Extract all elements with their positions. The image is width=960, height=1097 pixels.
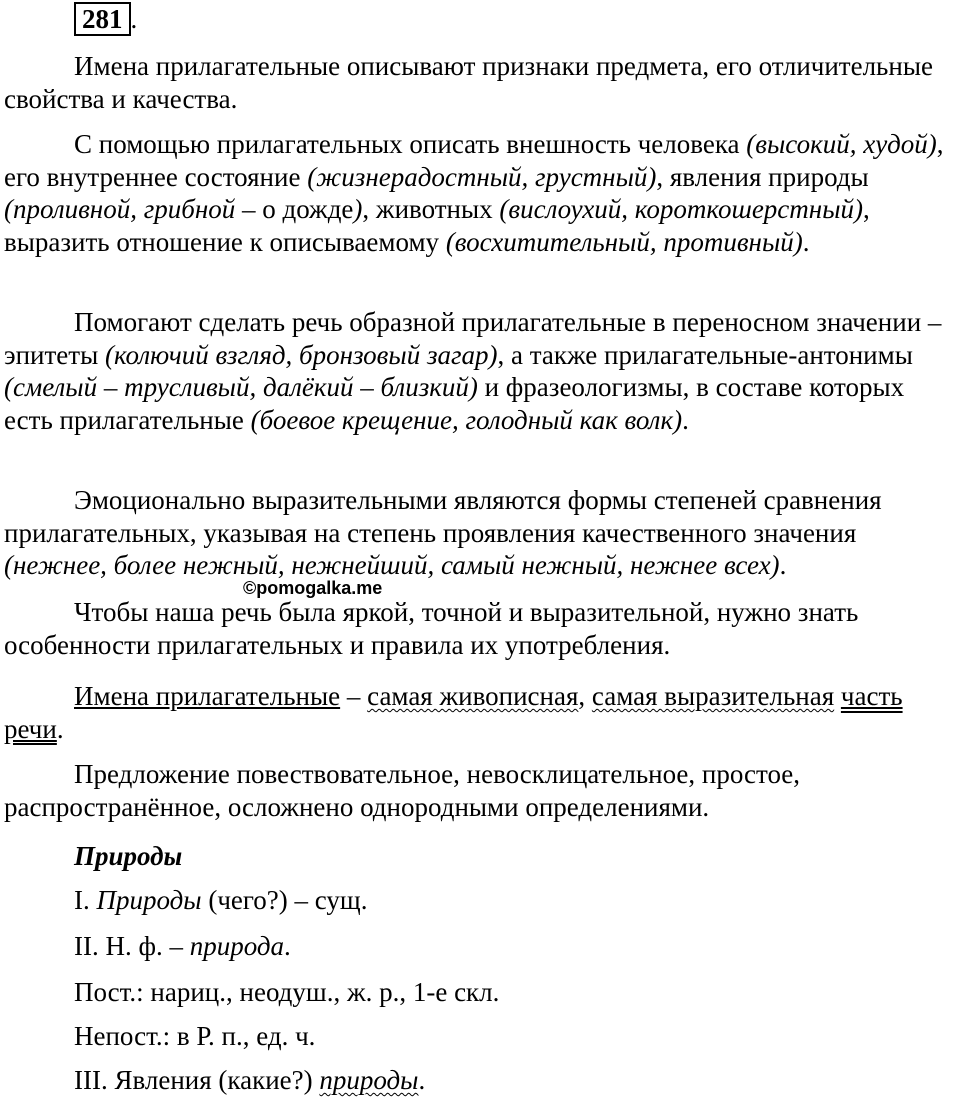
analysis-line-1a: I.	[74, 885, 97, 915]
sentence-subject: Имена прилагательные	[74, 681, 341, 711]
p3-text-1: Помогают сделать речь образной прилагательные в переносном значении – эпитеты	[4, 307, 942, 370]
p4-text-1: Эмоционально выразительными являются формы степеней сравнения прилагательных, указывая на степень проявления качественного значения	[4, 485, 882, 548]
p2-example-3c: )	[353, 194, 363, 224]
p3-text-3: и фразеологизмы, в составе которых есть прилагательные	[4, 372, 905, 435]
p2-example-3a: (проливной, грибной	[4, 194, 236, 224]
watermark: ©pomogalka.me	[243, 578, 383, 598]
sentence-predicate-1: часть	[840, 681, 903, 711]
p2-example-1: (высокий, худой)	[746, 129, 937, 159]
paragraph-4	[4, 484, 956, 582]
analysis-line-2b: природа	[189, 931, 285, 961]
sentence-definition-2: самая выразительная	[591, 681, 835, 711]
analysis-line-4: Непост.: в Р. п., ед. ч.	[74, 1021, 316, 1051]
p4-text-2: .	[779, 550, 787, 580]
analysis-line-1b: Природы	[96, 885, 202, 915]
paragraph-1: Имена прилагательные описывают признаки предмета, его отличительные свойства и качества.	[4, 51, 933, 114]
analysis-line-2	[74, 930, 291, 963]
p3-example-2: (смелый – трусливый, далёкий – близкий)	[4, 372, 478, 402]
analysis-line-5a: III. Явления (какие?)	[74, 1065, 320, 1095]
p2-example-2: (жизнерадостный, грустный)	[307, 161, 657, 192]
p2-text-1: С помощью прилагательных описать внешность человека	[74, 129, 747, 159]
sentence-definition-1: самая живописная	[367, 681, 579, 711]
exercise-number: 281	[74, 2, 131, 36]
paragraph-7: Предложение повествовательное, невосклицательное, простое, распространённое, осложнено однородными определениями.	[4, 759, 801, 822]
sentence-space	[834, 681, 841, 711]
analysis-line-3: Пост.: нариц., неодуш., ж. р., 1-е скл.	[74, 977, 500, 1007]
p2-example-4: (вислоухий, короткошерстный)	[499, 194, 863, 224]
p2-text-3: , явления природы	[656, 161, 869, 192]
analysis-line-5b: природы	[319, 1065, 419, 1095]
p3-text-4: .	[682, 404, 689, 435]
analysis-line-5	[74, 1064, 425, 1097]
paragraph-3	[4, 306, 956, 436]
sentence-dot: .	[56, 713, 64, 744]
p3-example-3: (боевое крещение, голодный как волк)	[250, 404, 683, 435]
p2-text-4: , животных	[362, 194, 500, 224]
paragraph-5: Чтобы наша речь была яркой, точной и выразительной, нужно знать особенности прилагательных и правила их употребления.	[4, 597, 859, 660]
paragraph-6	[4, 680, 956, 745]
analysis-line-2a: II. Н. ф. –	[74, 931, 190, 961]
sentence-dash: –	[340, 681, 368, 711]
analysis-line-2c: .	[284, 931, 291, 961]
paragraph-2	[4, 128, 956, 258]
p2-text-2: , его внутреннее состояние	[4, 129, 944, 192]
exercise-number-line	[74, 2, 137, 38]
analysis-line-5c: .	[418, 1065, 426, 1095]
sentence-comma: ,	[578, 681, 592, 711]
analysis-heading	[74, 840, 182, 873]
analysis-heading-text: Природы	[74, 841, 183, 871]
p2-example-5: (восхитительный, противный)	[445, 226, 803, 257]
analysis-line-1c: (чего?) – сущ.	[201, 885, 368, 915]
analysis-line-1	[74, 884, 367, 917]
p4-example-1: (нежнее, более нежный, нежнейший, самый нежный, нежнее всех)	[4, 550, 780, 580]
p2-text-6: .	[802, 226, 810, 257]
p3-text-2: , а также прилагательные-антонимы	[497, 339, 913, 370]
p2-text-3b: – о дожде	[235, 194, 354, 224]
p3-example-1: (колючий взгляд, бронзовый загар)	[104, 339, 498, 370]
sentence-predicate-2: речи	[4, 713, 57, 744]
p2-text-5: , выразить отношение к описываемому	[4, 194, 870, 257]
exercise-number-dot: .	[130, 4, 138, 34]
